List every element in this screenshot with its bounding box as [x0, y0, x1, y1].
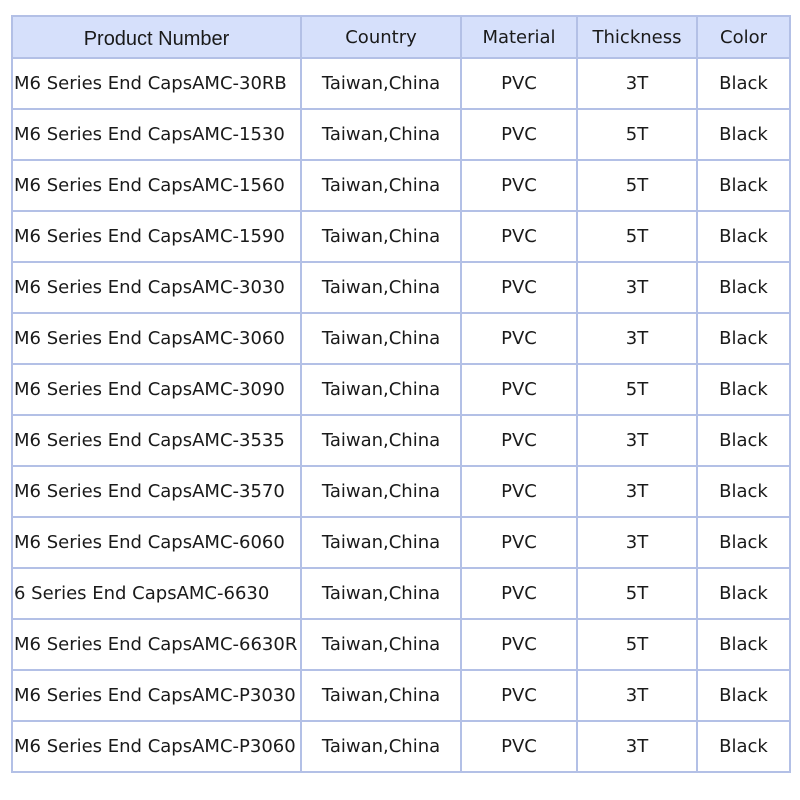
cell-product-number: 6 Series End CapsAMC-6630 [12, 568, 301, 619]
cell-product-number: M6 Series End CapsAMC-3535 [12, 415, 301, 466]
header-color: Color [697, 16, 790, 58]
cell-material: PVC [461, 568, 577, 619]
cell-material: PVC [461, 58, 577, 109]
table-row [12, 211, 790, 262]
table-row [12, 721, 790, 772]
cell-product-number: M6 Series End CapsAMC-P3030 [12, 670, 301, 721]
cell-color: Black [697, 364, 790, 415]
table-row [12, 568, 790, 619]
cell-color: Black [697, 109, 790, 160]
cell-color: Black [697, 466, 790, 517]
cell-thickness: 3T [577, 721, 697, 772]
cell-thickness: 5T [577, 568, 697, 619]
cell-thickness: 5T [577, 619, 697, 670]
cell-material: PVC [461, 517, 577, 568]
cell-thickness: 5T [577, 211, 697, 262]
cell-country: Taiwan,China [301, 109, 461, 160]
cell-thickness: 3T [577, 313, 697, 364]
table-row [12, 364, 790, 415]
cell-thickness: 3T [577, 466, 697, 517]
cell-color: Black [697, 619, 790, 670]
cell-color: Black [697, 313, 790, 364]
cell-color: Black [697, 415, 790, 466]
cell-color: Black [697, 670, 790, 721]
cell-material: PVC [461, 313, 577, 364]
cell-country: Taiwan,China [301, 262, 461, 313]
cell-color: Black [697, 517, 790, 568]
cell-color: Black [697, 160, 790, 211]
cell-thickness: 3T [577, 415, 697, 466]
cell-thickness: 3T [577, 58, 697, 109]
cell-country: Taiwan,China [301, 211, 461, 262]
header-row [12, 16, 790, 58]
cell-country: Taiwan,China [301, 466, 461, 517]
cell-material: PVC [461, 721, 577, 772]
cell-country: Taiwan,China [301, 619, 461, 670]
cell-product-number: M6 Series End CapsAMC-30RB [12, 58, 301, 109]
cell-product-number: M6 Series End CapsAMC-6060 [12, 517, 301, 568]
cell-product-number: M6 Series End CapsAMC-P3060 [12, 721, 301, 772]
cell-country: Taiwan,China [301, 517, 461, 568]
header-country: Country [301, 16, 461, 58]
cell-country: Taiwan,China [301, 721, 461, 772]
cell-color: Black [697, 568, 790, 619]
cell-thickness: 3T [577, 670, 697, 721]
cell-color: Black [697, 58, 790, 109]
cell-material: PVC [461, 415, 577, 466]
table-row [12, 670, 790, 721]
cell-product-number: M6 Series End CapsAMC-6630R [12, 619, 301, 670]
cell-thickness: 5T [577, 364, 697, 415]
table-row [12, 160, 790, 211]
cell-material: PVC [461, 670, 577, 721]
cell-material: PVC [461, 619, 577, 670]
table-row [12, 262, 790, 313]
cell-product-number: M6 Series End CapsAMC-1560 [12, 160, 301, 211]
cell-material: PVC [461, 262, 577, 313]
cell-color: Black [697, 211, 790, 262]
cell-material: PVC [461, 160, 577, 211]
cell-material: PVC [461, 364, 577, 415]
header-thickness: Thickness [577, 16, 697, 58]
cell-thickness: 5T [577, 160, 697, 211]
cell-country: Taiwan,China [301, 364, 461, 415]
cell-thickness: 3T [577, 262, 697, 313]
cell-product-number: M6 Series End CapsAMC-3060 [12, 313, 301, 364]
cell-country: Taiwan,China [301, 160, 461, 211]
table-row [12, 58, 790, 109]
cell-product-number: M6 Series End CapsAMC-3030 [12, 262, 301, 313]
table-row [12, 415, 790, 466]
table-row [12, 517, 790, 568]
cell-thickness: 3T [577, 517, 697, 568]
product-table-container [11, 15, 789, 773]
cell-country: Taiwan,China [301, 415, 461, 466]
table-row [12, 466, 790, 517]
cell-material: PVC [461, 466, 577, 517]
header-product-number: Product Number [12, 16, 301, 58]
table-row [12, 109, 790, 160]
cell-country: Taiwan,China [301, 568, 461, 619]
table-row [12, 313, 790, 364]
cell-color: Black [697, 262, 790, 313]
cell-product-number: M6 Series End CapsAMC-1590 [12, 211, 301, 262]
cell-thickness: 5T [577, 109, 697, 160]
cell-country: Taiwan,China [301, 670, 461, 721]
cell-product-number: M6 Series End CapsAMC-3570 [12, 466, 301, 517]
cell-product-number: M6 Series End CapsAMC-3090 [12, 364, 301, 415]
cell-country: Taiwan,China [301, 58, 461, 109]
header-material: Material [461, 16, 577, 58]
cell-country: Taiwan,China [301, 313, 461, 364]
cell-color: Black [697, 721, 790, 772]
table-row [12, 619, 790, 670]
product-table [11, 15, 791, 773]
cell-material: PVC [461, 109, 577, 160]
cell-product-number: M6 Series End CapsAMC-1530 [12, 109, 301, 160]
cell-material: PVC [461, 211, 577, 262]
